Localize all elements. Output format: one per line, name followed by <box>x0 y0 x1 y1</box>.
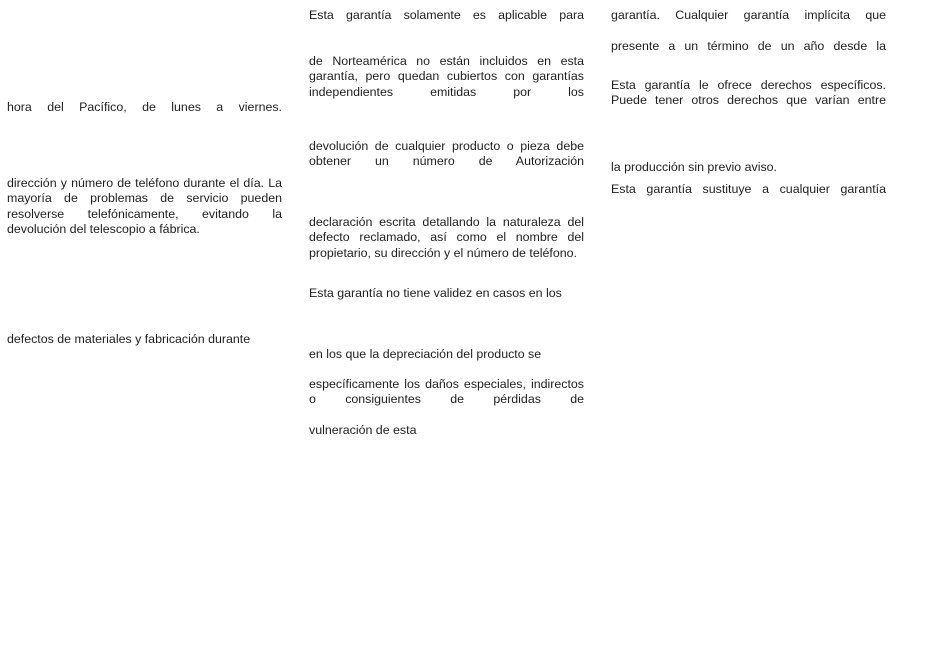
paragraph-one-year-term: presente a un término de un año desde la <box>611 39 886 53</box>
paragraph-supersedes: Esta garantía sustituye a cualquier garantía <box>611 182 886 196</box>
paragraph-production-change: la producción sin previo aviso. <box>611 160 777 174</box>
paragraph-return-authorization: devolución de cualquier producto o pieza debe obtener un número de Autorización <box>309 139 584 169</box>
paragraph-business-hours: hora del Pacífico, de lunes a viernes. <box>7 100 282 114</box>
paragraph-defects: defectos de materiales y fabricación durante <box>7 332 251 346</box>
paragraph-implied-warranty: garantía. Cualquier garantía implícita que <box>611 8 886 22</box>
paragraph-contact-info: dirección y número de teléfono durante el día. La mayoría de problemas de servicio pueden resolverse telefónicamente, evitando la devolución del telescopio a fábrica. <box>7 176 282 236</box>
paragraph-written-statement: declaración escrita detallando la naturaleza del defecto reclamado, así como el nombre del propietario, su dirección y el número de teléfono. <box>309 215 584 260</box>
paragraph-depreciation: en los que la depreciación del producto se <box>309 347 542 361</box>
paragraph-violation: vulneración de esta <box>309 423 417 437</box>
paragraph-warranty-applicable: Esta garantía solamente es aplicable para <box>309 8 584 22</box>
paragraph-north-america: de Norteamérica no están incluidos en esta garantía, pero quedan cubiertos con garantías independientes emitidas por los <box>309 54 584 99</box>
paragraph-no-validity: Esta garantía no tiene validez en casos en los <box>309 286 562 300</box>
paragraph-special-damages: específicamente los daños especiales, indirectos o consiguientes de pérdidas de <box>309 377 584 407</box>
paragraph-specific-rights: Esta garantía le ofrece derechos específicos. Puede tener otros derechos que varían entre <box>611 78 886 108</box>
